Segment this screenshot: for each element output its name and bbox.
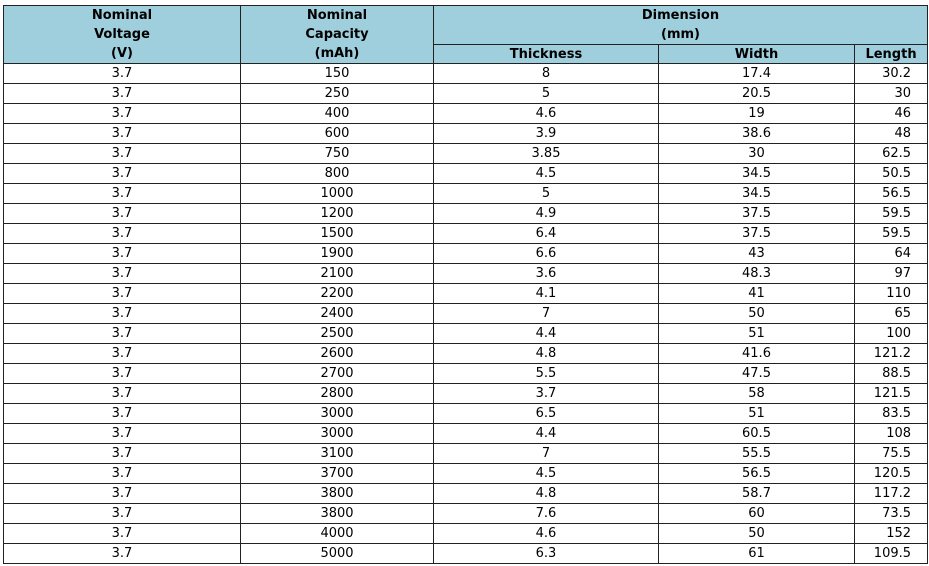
thickness-cell: 3.85 (434, 144, 659, 164)
capacity-cell: 3000 (241, 404, 434, 424)
table-row (4, 424, 928, 444)
width-cell: 50 (659, 304, 855, 324)
length-cell: 59.5 (855, 204, 928, 224)
header-nominal-capacity: Nominal Capacity (mAh) (241, 6, 434, 64)
table-row (4, 524, 928, 544)
capacity-cell: 2700 (241, 364, 434, 384)
thickness-cell: 5 (434, 184, 659, 204)
header-dimension: Dimension (mm) (434, 6, 928, 45)
capacity-cell: 750 (241, 144, 434, 164)
length-cell: 30.2 (855, 64, 928, 84)
header-thickness: Thickness (434, 45, 659, 64)
thickness-cell: 4.6 (434, 524, 659, 544)
voltage-cell: 3.7 (4, 104, 241, 124)
thickness-cell: 4.5 (434, 464, 659, 484)
table-row (4, 304, 928, 324)
table-row (4, 364, 928, 384)
table-row (4, 404, 928, 424)
table-row (4, 64, 928, 84)
header-width: Width (659, 45, 855, 64)
capacity-cell: 3800 (241, 484, 434, 504)
table-row (4, 344, 928, 364)
width-cell: 47.5 (659, 364, 855, 384)
width-cell: 60 (659, 504, 855, 524)
length-cell: 121.5 (855, 384, 928, 404)
width-cell: 20.5 (659, 84, 855, 104)
width-cell: 58.7 (659, 484, 855, 504)
table-row (4, 104, 928, 124)
voltage-cell: 3.7 (4, 384, 241, 404)
table-row (4, 444, 928, 464)
width-cell: 55.5 (659, 444, 855, 464)
width-cell: 37.5 (659, 204, 855, 224)
length-cell: 121.2 (855, 344, 928, 364)
table-body (4, 64, 928, 564)
voltage-cell: 3.7 (4, 264, 241, 284)
capacity-cell: 2500 (241, 324, 434, 344)
voltage-cell: 3.7 (4, 364, 241, 384)
voltage-cell: 3.7 (4, 404, 241, 424)
table-row (4, 544, 928, 564)
capacity-cell: 4000 (241, 524, 434, 544)
capacity-cell: 3800 (241, 504, 434, 524)
length-cell: 48 (855, 124, 928, 144)
capacity-cell: 400 (241, 104, 434, 124)
length-cell: 46 (855, 104, 928, 124)
length-cell: 56.5 (855, 184, 928, 204)
voltage-cell: 3.7 (4, 164, 241, 184)
length-cell: 110 (855, 284, 928, 304)
thickness-cell: 4.4 (434, 424, 659, 444)
thickness-cell: 4.9 (434, 204, 659, 224)
table-row (4, 324, 928, 344)
thickness-cell: 4.8 (434, 484, 659, 504)
voltage-cell: 3.7 (4, 124, 241, 144)
width-cell: 34.5 (659, 184, 855, 204)
thickness-cell: 7 (434, 444, 659, 464)
voltage-cell: 3.7 (4, 524, 241, 544)
table-row (4, 224, 928, 244)
capacity-cell: 3000 (241, 424, 434, 444)
thickness-cell: 8 (434, 64, 659, 84)
width-cell: 61 (659, 544, 855, 564)
voltage-cell: 3.7 (4, 344, 241, 364)
table-row (4, 144, 928, 164)
thickness-cell: 4.6 (434, 104, 659, 124)
width-cell: 30 (659, 144, 855, 164)
table-row (4, 464, 928, 484)
thickness-cell: 7 (434, 304, 659, 324)
length-cell: 120.5 (855, 464, 928, 484)
length-cell: 152 (855, 524, 928, 544)
width-cell: 48.3 (659, 264, 855, 284)
capacity-cell: 3100 (241, 444, 434, 464)
voltage-cell: 3.7 (4, 464, 241, 484)
voltage-cell: 3.7 (4, 484, 241, 504)
thickness-cell: 6.6 (434, 244, 659, 264)
capacity-cell: 1000 (241, 184, 434, 204)
header-length: Length (855, 45, 928, 64)
thickness-cell: 6.5 (434, 404, 659, 424)
capacity-cell: 2200 (241, 284, 434, 304)
table-row (4, 384, 928, 404)
capacity-cell: 600 (241, 124, 434, 144)
capacity-cell: 800 (241, 164, 434, 184)
table-row (4, 184, 928, 204)
length-cell: 75.5 (855, 444, 928, 464)
thickness-cell: 3.6 (434, 264, 659, 284)
thickness-cell: 3.9 (434, 124, 659, 144)
capacity-cell: 250 (241, 84, 434, 104)
length-cell: 88.5 (855, 364, 928, 384)
voltage-cell: 3.7 (4, 244, 241, 264)
capacity-cell: 150 (241, 64, 434, 84)
voltage-cell: 3.7 (4, 224, 241, 244)
width-cell: 37.5 (659, 224, 855, 244)
capacity-cell: 2100 (241, 264, 434, 284)
width-cell: 17.4 (659, 64, 855, 84)
table-row (4, 264, 928, 284)
width-cell: 58 (659, 384, 855, 404)
table-row (4, 244, 928, 264)
table-row (4, 484, 928, 504)
thickness-cell: 5 (434, 84, 659, 104)
battery-spec-table (3, 5, 928, 564)
voltage-cell: 3.7 (4, 544, 241, 564)
capacity-cell: 2800 (241, 384, 434, 404)
table-header (4, 6, 928, 64)
capacity-cell: 2600 (241, 344, 434, 364)
table-row (4, 124, 928, 144)
voltage-cell: 3.7 (4, 424, 241, 444)
length-cell: 65 (855, 304, 928, 324)
voltage-cell: 3.7 (4, 324, 241, 344)
thickness-cell: 4.4 (434, 324, 659, 344)
length-cell: 83.5 (855, 404, 928, 424)
length-cell: 97 (855, 264, 928, 284)
capacity-cell: 5000 (241, 544, 434, 564)
width-cell: 41.6 (659, 344, 855, 364)
width-cell: 19 (659, 104, 855, 124)
voltage-cell: 3.7 (4, 504, 241, 524)
thickness-cell: 7.6 (434, 504, 659, 524)
length-cell: 108 (855, 424, 928, 444)
length-cell: 100 (855, 324, 928, 344)
length-cell: 64 (855, 244, 928, 264)
capacity-cell: 1900 (241, 244, 434, 264)
width-cell: 43 (659, 244, 855, 264)
length-cell: 50.5 (855, 164, 928, 184)
width-cell: 60.5 (659, 424, 855, 444)
capacity-cell: 2400 (241, 304, 434, 324)
capacity-cell: 1500 (241, 224, 434, 244)
length-cell: 109.5 (855, 544, 928, 564)
thickness-cell: 6.4 (434, 224, 659, 244)
voltage-cell: 3.7 (4, 64, 241, 84)
table-row (4, 504, 928, 524)
table-row (4, 284, 928, 304)
voltage-cell: 3.7 (4, 204, 241, 224)
voltage-cell: 3.7 (4, 304, 241, 324)
length-cell: 117.2 (855, 484, 928, 504)
voltage-cell: 3.7 (4, 284, 241, 304)
thickness-cell: 4.8 (434, 344, 659, 364)
header-nominal-voltage: Nominal Voltage (V) (4, 6, 241, 64)
voltage-cell: 3.7 (4, 184, 241, 204)
width-cell: 41 (659, 284, 855, 304)
thickness-cell: 4.1 (434, 284, 659, 304)
width-cell: 51 (659, 404, 855, 424)
thickness-cell: 3.7 (434, 384, 659, 404)
table-row (4, 164, 928, 184)
voltage-cell: 3.7 (4, 144, 241, 164)
width-cell: 51 (659, 324, 855, 344)
length-cell: 73.5 (855, 504, 928, 524)
thickness-cell: 6.3 (434, 544, 659, 564)
thickness-cell: 5.5 (434, 364, 659, 384)
capacity-cell: 1200 (241, 204, 434, 224)
thickness-cell: 4.5 (434, 164, 659, 184)
voltage-cell: 3.7 (4, 444, 241, 464)
width-cell: 50 (659, 524, 855, 544)
table-row (4, 204, 928, 224)
capacity-cell: 3700 (241, 464, 434, 484)
length-cell: 30 (855, 84, 928, 104)
length-cell: 62.5 (855, 144, 928, 164)
voltage-cell: 3.7 (4, 84, 241, 104)
width-cell: 38.6 (659, 124, 855, 144)
width-cell: 34.5 (659, 164, 855, 184)
width-cell: 56.5 (659, 464, 855, 484)
table-row (4, 84, 928, 104)
length-cell: 59.5 (855, 224, 928, 244)
